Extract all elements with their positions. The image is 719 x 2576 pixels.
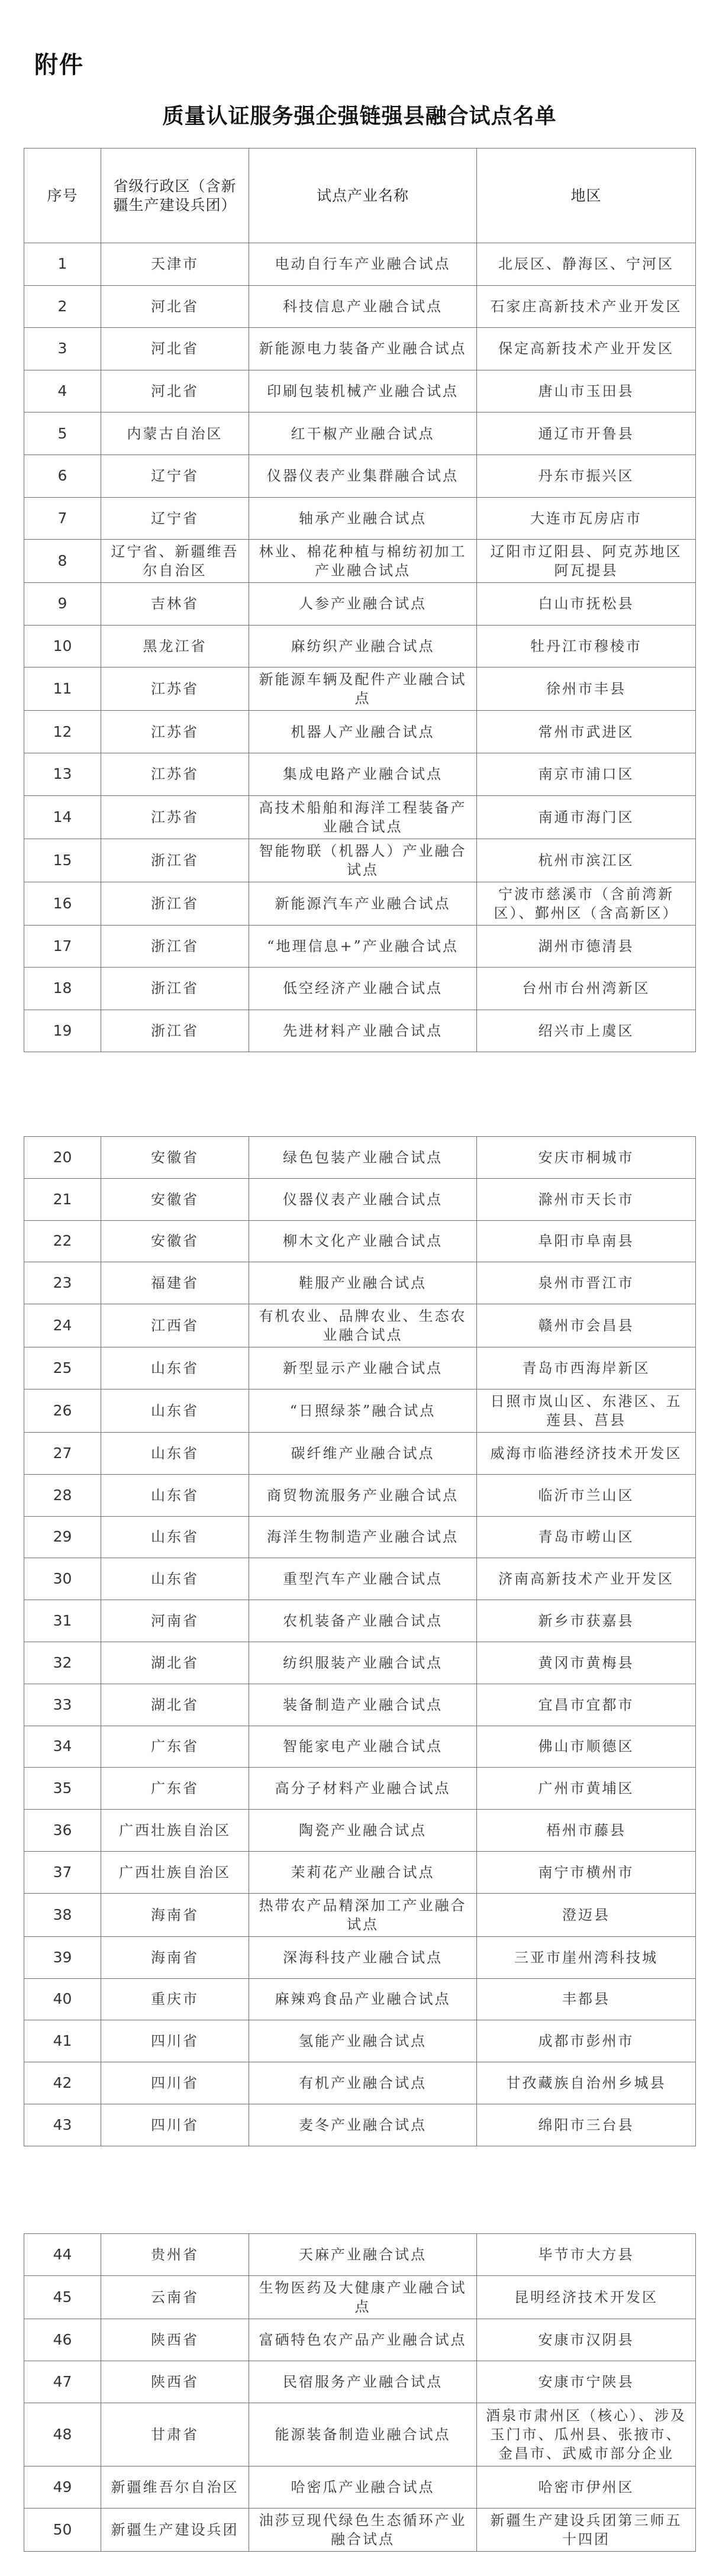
table-row	[24, 412, 696, 455]
cell-area: 石家庄高新技术产业开发区	[477, 285, 696, 328]
table-row	[24, 1978, 696, 2020]
table-row	[24, 2276, 696, 2319]
cell-industry: “日照绿茶”融合试点	[249, 1389, 477, 1432]
cell-province: 山东省	[101, 1432, 249, 1474]
cell-no: 13	[24, 753, 101, 795]
cell-industry: 麦冬产业融合试点	[249, 2104, 477, 2146]
cell-no: 12	[24, 711, 101, 753]
table-row	[24, 1936, 696, 1978]
cell-no: 16	[24, 882, 101, 925]
cell-no: 18	[24, 968, 101, 1010]
cell-no: 2	[24, 285, 101, 328]
cell-no: 38	[24, 1893, 101, 1936]
cell-no: 50	[24, 2509, 101, 2552]
cell-area: 广州市黄埔区	[477, 1768, 696, 1810]
table-row	[24, 497, 696, 540]
table-row	[24, 2104, 696, 2146]
table-body-page-3	[24, 2234, 696, 2552]
cell-province: 陕西省	[101, 2319, 249, 2361]
cell-no: 43	[24, 2104, 101, 2146]
cell-province: 广东省	[101, 1726, 249, 1768]
cell-area: 安康市汉阴县	[477, 2319, 696, 2361]
cell-no: 14	[24, 795, 101, 839]
cell-industry: 民宿服务产业融合试点	[249, 2361, 477, 2403]
cell-province: 浙江省	[101, 925, 249, 968]
cell-no: 11	[24, 668, 101, 711]
table-row	[24, 1474, 696, 1516]
cell-no: 28	[24, 1474, 101, 1516]
cell-no: 44	[24, 2234, 101, 2276]
cell-industry: 生物医药及大健康产业融合试点	[249, 2276, 477, 2319]
cell-industry: 科技信息产业融合试点	[249, 285, 477, 328]
cell-industry: 商贸物流服务产业融合试点	[249, 1474, 477, 1516]
table-row	[24, 668, 696, 711]
pilot-list-table-page-1	[24, 148, 696, 1052]
cell-province: 陕西省	[101, 2361, 249, 2403]
table-row	[24, 328, 696, 370]
cell-area: 保定高新技术产业开发区	[477, 328, 696, 370]
cell-province: 重庆市	[101, 1978, 249, 2020]
cell-area: 阜阳市阜南县	[477, 1220, 696, 1262]
cell-industry: 新型显示产业融合试点	[249, 1347, 477, 1389]
cell-area: 临沂市兰山区	[477, 1474, 696, 1516]
cell-area: 滁州市天长市	[477, 1178, 696, 1220]
cell-area: 宁波市慈溪市（含前湾新区）、鄞州区（含高新区）	[477, 882, 696, 925]
cell-industry: 碳纤维产业融合试点	[249, 1432, 477, 1474]
header-province: 省级行政区（含新疆生产建设兵团）	[101, 149, 249, 243]
cell-province: 河北省	[101, 285, 249, 328]
table-row	[24, 1642, 696, 1684]
cell-no: 23	[24, 1262, 101, 1304]
cell-area: 北辰区、静海区、宁河区	[477, 243, 696, 286]
table-row	[24, 711, 696, 753]
cell-province: 山东省	[101, 1474, 249, 1516]
cell-province: 山东省	[101, 1347, 249, 1389]
cell-province: 安徽省	[101, 1220, 249, 1262]
table-row	[24, 1389, 696, 1432]
table-row	[24, 1684, 696, 1726]
cell-area: 梧州市藤县	[477, 1810, 696, 1852]
cell-area: 澄迈县	[477, 1893, 696, 1936]
table-row	[24, 882, 696, 925]
cell-area: 辽阳市辽阳县、阿克苏地区阿瓦提县	[477, 540, 696, 583]
cell-no: 15	[24, 839, 101, 882]
cell-area: 青岛市崂山区	[477, 1516, 696, 1558]
cell-no: 26	[24, 1389, 101, 1432]
cell-no: 34	[24, 1726, 101, 1768]
cell-area: 丰都县	[477, 1978, 696, 2020]
cell-area: 成都市彭州市	[477, 2020, 696, 2062]
cell-no: 46	[24, 2319, 101, 2361]
cell-no: 19	[24, 1010, 101, 1052]
table-row	[24, 2234, 696, 2276]
cell-industry: 氢能产业融合试点	[249, 2020, 477, 2062]
cell-province: 天津市	[101, 243, 249, 286]
cell-no: 5	[24, 412, 101, 455]
cell-industry: 热带农产品精深加工产业融合试点	[249, 1893, 477, 1936]
table-row	[24, 1178, 696, 1220]
cell-industry: 装备制造产业融合试点	[249, 1684, 477, 1726]
cell-industry: 天麻产业融合试点	[249, 2234, 477, 2276]
cell-industry: 麻纺织产业融合试点	[249, 625, 477, 668]
table-row	[24, 1432, 696, 1474]
cell-area: 台州市台州湾新区	[477, 968, 696, 1010]
cell-area: 佛山市顺德区	[477, 1726, 696, 1768]
cell-province: 海南省	[101, 1936, 249, 1978]
cell-industry: 纺织服装产业融合试点	[249, 1642, 477, 1684]
cell-industry: 哈密瓜产业融合试点	[249, 2467, 477, 2509]
cell-no: 10	[24, 625, 101, 668]
cell-industry: 红干椒产业融合试点	[249, 412, 477, 455]
cell-province: 安徽省	[101, 1137, 249, 1179]
cell-province: 浙江省	[101, 839, 249, 882]
cell-area: 安康市宁陕县	[477, 2361, 696, 2403]
table-row	[24, 2403, 696, 2467]
cell-province: 河南省	[101, 1600, 249, 1642]
cell-province: 四川省	[101, 2104, 249, 2146]
cell-no: 33	[24, 1684, 101, 1726]
cell-area: 徐州市丰县	[477, 668, 696, 711]
cell-area: 宜昌市宜都市	[477, 1684, 696, 1726]
cell-province: 江西省	[101, 1304, 249, 1347]
table-row	[24, 968, 696, 1010]
header-area: 地区	[477, 149, 696, 243]
table-row	[24, 454, 696, 497]
cell-no: 49	[24, 2467, 101, 2509]
table-row	[24, 1347, 696, 1389]
cell-no: 29	[24, 1516, 101, 1558]
cell-no: 9	[24, 583, 101, 626]
cell-province: 浙江省	[101, 1010, 249, 1052]
table-row	[24, 625, 696, 668]
table-row	[24, 1010, 696, 1052]
cell-area: 新疆生产建设兵团第三师五十四团	[477, 2509, 696, 2552]
cell-area: 泉州市晋江市	[477, 1262, 696, 1304]
cell-province: 黑龙江省	[101, 625, 249, 668]
cell-industry: 轴承产业融合试点	[249, 497, 477, 540]
cell-no: 41	[24, 2020, 101, 2062]
cell-area: 绵阳市三台县	[477, 2104, 696, 2146]
cell-industry: 低空经济产业融合试点	[249, 968, 477, 1010]
table-row	[24, 1600, 696, 1642]
cell-industry: 印刷包装机械产业融合试点	[249, 370, 477, 412]
cell-no: 27	[24, 1432, 101, 1474]
cell-province: 河北省	[101, 370, 249, 412]
cell-industry: 先进材料产业融合试点	[249, 1010, 477, 1052]
cell-province: 四川省	[101, 2020, 249, 2062]
cell-no: 47	[24, 2361, 101, 2403]
pilot-list-table-page-3	[24, 2233, 696, 2552]
cell-area: 唐山市玉田县	[477, 370, 696, 412]
table-body-page-2	[24, 1137, 696, 2146]
table-row	[24, 2020, 696, 2062]
table-header-row	[24, 149, 696, 243]
cell-area: 杭州市滨江区	[477, 839, 696, 882]
table-row	[24, 1810, 696, 1852]
cell-industry: 鞋服产业融合试点	[249, 1262, 477, 1304]
cell-province: 安徽省	[101, 1178, 249, 1220]
cell-area: 日照市岚山区、东港区、五莲县、莒县	[477, 1389, 696, 1432]
cell-no: 24	[24, 1304, 101, 1347]
cell-area: 济南高新技术产业开发区	[477, 1558, 696, 1600]
cell-no: 31	[24, 1600, 101, 1642]
cell-no: 35	[24, 1768, 101, 1810]
cell-province: 福建省	[101, 1262, 249, 1304]
cell-area: 南京市浦口区	[477, 753, 696, 795]
cell-province: 河北省	[101, 328, 249, 370]
cell-industry: 富硒特色农产品产业融合试点	[249, 2319, 477, 2361]
cell-no: 30	[24, 1558, 101, 1600]
cell-no: 36	[24, 1810, 101, 1852]
cell-province: 四川省	[101, 2062, 249, 2104]
cell-no: 39	[24, 1936, 101, 1978]
cell-industry: 能源装备制造业融合试点	[249, 2403, 477, 2467]
cell-area: 酒泉市肃州区（核心）、涉及玉门市、瓜州县、张掖市、金昌市、武威市部分企业	[477, 2403, 696, 2467]
cell-industry: 麻辣鸡食品产业融合试点	[249, 1978, 477, 2020]
table-row	[24, 839, 696, 882]
cell-industry: 新能源汽车产业融合试点	[249, 882, 477, 925]
cell-industry: 仪器仪表产业集群融合试点	[249, 454, 477, 497]
cell-province: 广西壮族自治区	[101, 1810, 249, 1852]
cell-province: 新疆维吾尔自治区	[101, 2467, 249, 2509]
cell-industry: 林业、棉花种植与棉纺初加工产业融合试点	[249, 540, 477, 583]
cell-no: 4	[24, 370, 101, 412]
table-row	[24, 1137, 696, 1179]
cell-no: 17	[24, 925, 101, 968]
cell-no: 3	[24, 328, 101, 370]
table-row	[24, 1516, 696, 1558]
cell-no: 7	[24, 497, 101, 540]
table-row	[24, 540, 696, 583]
cell-no: 1	[24, 243, 101, 286]
cell-province: 内蒙古自治区	[101, 412, 249, 455]
cell-area: 丹东市振兴区	[477, 454, 696, 497]
cell-area: 毕节市大方县	[477, 2234, 696, 2276]
cell-province: 山东省	[101, 1516, 249, 1558]
cell-area: 南宁市横州市	[477, 1851, 696, 1893]
header-no: 序号	[24, 149, 101, 243]
attachment-label: 附件	[34, 51, 84, 79]
cell-industry: 茉莉花产业融合试点	[249, 1851, 477, 1893]
cell-no: 42	[24, 2062, 101, 2104]
cell-industry: 高技术船舶和海洋工程装备产业融合试点	[249, 795, 477, 839]
cell-province: 海南省	[101, 1893, 249, 1936]
table-row	[24, 2062, 696, 2104]
cell-province: 辽宁省、新疆维吾尔自治区	[101, 540, 249, 583]
cell-no: 40	[24, 1978, 101, 2020]
cell-industry: 有机农业、品牌农业、生态农业融合试点	[249, 1304, 477, 1347]
cell-province: 辽宁省	[101, 454, 249, 497]
cell-province: 广东省	[101, 1768, 249, 1810]
cell-industry: 集成电路产业融合试点	[249, 753, 477, 795]
table-row	[24, 1262, 696, 1304]
cell-area: 牡丹江市穆棱市	[477, 625, 696, 668]
cell-no: 45	[24, 2276, 101, 2319]
table-row	[24, 243, 696, 286]
cell-area: 甘孜藏族自治州乡城县	[477, 2062, 696, 2104]
cell-area: 黄冈市黄梅县	[477, 1642, 696, 1684]
cell-province: 广西壮族自治区	[101, 1851, 249, 1893]
cell-no: 37	[24, 1851, 101, 1893]
table-row	[24, 2361, 696, 2403]
document-title: 质量认证服务强企强链强县融合试点名单	[162, 104, 557, 128]
cell-industry: 农机装备产业融合试点	[249, 1600, 477, 1642]
table-row	[24, 2509, 696, 2552]
table-row	[24, 1726, 696, 1768]
table-row	[24, 1220, 696, 1262]
cell-industry: 有机产业融合试点	[249, 2062, 477, 2104]
cell-industry: 电动自行车产业融合试点	[249, 243, 477, 286]
cell-province: 甘肃省	[101, 2403, 249, 2467]
cell-area: 南通市海门区	[477, 795, 696, 839]
cell-industry: 陶瓷产业融合试点	[249, 1810, 477, 1852]
cell-province: 贵州省	[101, 2234, 249, 2276]
cell-industry: 重型汽车产业融合试点	[249, 1558, 477, 1600]
cell-industry: 人参产业融合试点	[249, 583, 477, 626]
table-row	[24, 1558, 696, 1600]
cell-area: 赣州市会昌县	[477, 1304, 696, 1347]
cell-area: 青岛市西海岸新区	[477, 1347, 696, 1389]
table-row	[24, 370, 696, 412]
cell-province: 辽宁省	[101, 497, 249, 540]
cell-no: 6	[24, 454, 101, 497]
cell-no: 21	[24, 1178, 101, 1220]
cell-area: 湖州市德清县	[477, 925, 696, 968]
table-row	[24, 795, 696, 839]
cell-industry: 柳木文化产业融合试点	[249, 1220, 477, 1262]
cell-industry: 海洋生物制造产业融合试点	[249, 1516, 477, 1558]
table-row	[24, 1768, 696, 1810]
cell-no: 20	[24, 1137, 101, 1179]
cell-area: 绍兴市上虞区	[477, 1010, 696, 1052]
table-row	[24, 2467, 696, 2509]
table-row	[24, 1851, 696, 1893]
cell-area: 三亚市崖州湾科技城	[477, 1936, 696, 1978]
cell-province: 新疆生产建设兵团	[101, 2509, 249, 2552]
cell-no: 8	[24, 540, 101, 583]
cell-area: 安庆市桐城市	[477, 1137, 696, 1179]
cell-province: 江苏省	[101, 795, 249, 839]
cell-area: 白山市抚松县	[477, 583, 696, 626]
cell-province: 江苏省	[101, 711, 249, 753]
cell-province: 浙江省	[101, 968, 249, 1010]
cell-industry: 绿色包装产业融合试点	[249, 1137, 477, 1179]
cell-industry: 高分子材料产业融合试点	[249, 1768, 477, 1810]
cell-province: 山东省	[101, 1389, 249, 1432]
table-row	[24, 2319, 696, 2361]
cell-industry: 仪器仪表产业融合试点	[249, 1178, 477, 1220]
cell-province: 山东省	[101, 1558, 249, 1600]
table-body-page-1	[24, 243, 696, 1052]
cell-province: 江苏省	[101, 668, 249, 711]
cell-province: 江苏省	[101, 753, 249, 795]
cell-industry: 油莎豆现代绿色生态循环产业融合试点	[249, 2509, 477, 2552]
table-row	[24, 753, 696, 795]
cell-industry: 智能家电产业融合试点	[249, 1726, 477, 1768]
cell-province: 浙江省	[101, 882, 249, 925]
cell-province: 云南省	[101, 2276, 249, 2319]
cell-industry: 机器人产业融合试点	[249, 711, 477, 753]
cell-area: 常州市武进区	[477, 711, 696, 753]
cell-no: 32	[24, 1642, 101, 1684]
pilot-list-table-page-2	[24, 1136, 696, 2146]
cell-area: 威海市临港经济技术开发区	[477, 1432, 696, 1474]
table-row	[24, 583, 696, 626]
table-row	[24, 1304, 696, 1347]
cell-area: 大连市瓦房店市	[477, 497, 696, 540]
cell-area: 昆明经济技术开发区	[477, 2276, 696, 2319]
cell-province: 湖北省	[101, 1642, 249, 1684]
cell-industry: “地理信息+”产业融合试点	[249, 925, 477, 968]
cell-no: 22	[24, 1220, 101, 1262]
table-row	[24, 285, 696, 328]
cell-industry: 新能源电力装备产业融合试点	[249, 328, 477, 370]
cell-area: 哈密市伊州区	[477, 2467, 696, 2509]
cell-area: 新乡市获嘉县	[477, 1600, 696, 1642]
cell-no: 25	[24, 1347, 101, 1389]
cell-industry: 深海科技产业融合试点	[249, 1936, 477, 1978]
cell-industry: 智能物联（机器人）产业融合试点	[249, 839, 477, 882]
cell-area: 通辽市开鲁县	[477, 412, 696, 455]
table-row	[24, 925, 696, 968]
cell-industry: 新能源车辆及配件产业融合试点	[249, 668, 477, 711]
cell-no: 48	[24, 2403, 101, 2467]
cell-province: 吉林省	[101, 583, 249, 626]
table-row	[24, 1893, 696, 1936]
cell-province: 湖北省	[101, 1684, 249, 1726]
header-industry: 试点产业名称	[249, 149, 477, 243]
